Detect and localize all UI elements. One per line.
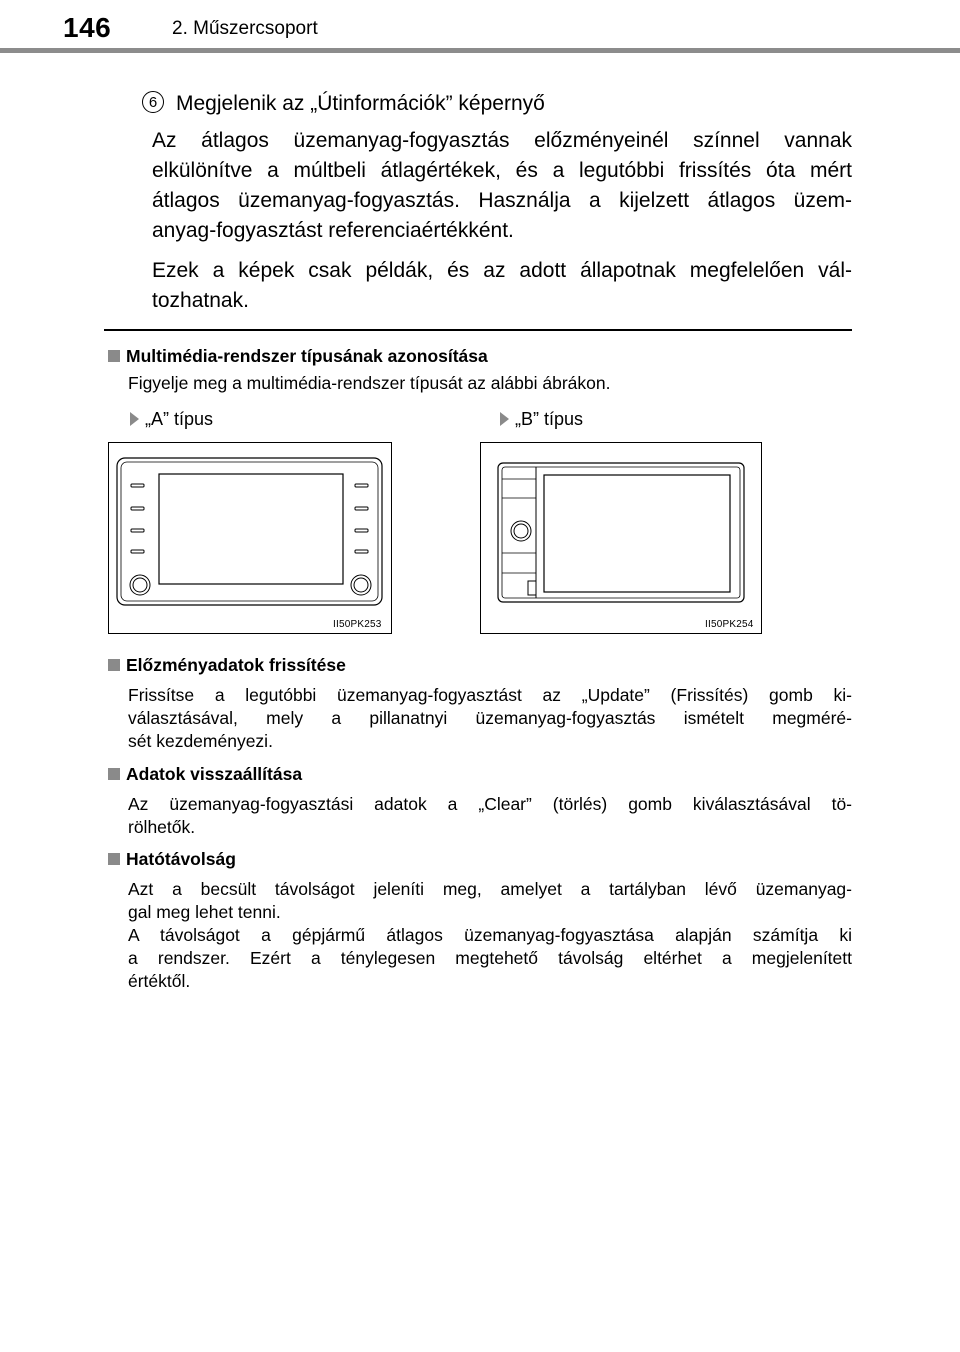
update-line-3: sét kezdeményezi. — [128, 731, 273, 751]
section-heading-range — [108, 848, 236, 870]
step-p1-line-4: anyag-fogyasztást referenciaértékként. — [152, 219, 514, 242]
section-heading-text: Multimédia-rendszer típusának azonosítása — [126, 346, 488, 366]
chapter-title: 2. Műszercsoport — [172, 18, 318, 39]
figure-b-code: II50PK254 — [705, 619, 754, 630]
range-line-3: A távolságot a gépjármű átlagos üzemanyag-fogyasztása alapján számítja ki — [128, 925, 852, 945]
update-line-1: Frissítse a legutóbbi üzemanyag-fogyasztást az „Update” (Frissítés) gomb ki- — [128, 685, 852, 705]
page-number: 146 — [63, 12, 112, 43]
figure-type-a — [108, 442, 392, 634]
step-p2-line-2: tozhatnak. — [152, 289, 249, 312]
figure-a-code: II50PK253 — [333, 619, 382, 630]
header-rule — [0, 48, 960, 53]
update-line-2: választásával, mely a pillanatnyi üzemanyag-fogyasztás ismételt megméré- — [128, 708, 852, 728]
type-a-label — [130, 408, 213, 430]
range-line-1: Azt a becsült távolságot jeleníti meg, amelyet a tartályban lévő üzemanyag- — [128, 879, 852, 899]
figure-type-b — [480, 442, 762, 634]
section-heading-update — [108, 654, 346, 676]
square-bullet-icon — [108, 853, 120, 865]
square-bullet-icon — [108, 768, 120, 780]
step-p1-line-3: átlagos üzemanyag-fogyasztás. Használja a kijelzett átlagos üzem- — [152, 189, 852, 212]
reset-line-1: Az üzemanyag-fogyasztási adatok a „Clear” (törlés) gomb kiválasztásával tö- — [128, 794, 852, 814]
type-a-label-text: „A” típus — [145, 409, 214, 429]
range-line-5: értéktől. — [128, 971, 191, 991]
multimedia-unit-b-illustration — [481, 443, 760, 611]
section-heading-text: Hatótávolság — [126, 849, 236, 869]
square-bullet-icon — [108, 659, 120, 671]
range-line-4: a rendszer. Ezért a ténylegesen megtehető távolság eltérhet a megjelenített — [128, 948, 852, 968]
triangle-bullet-icon — [130, 412, 139, 426]
step-title: Megjelenik az „Útinformációk” képernyő — [176, 92, 545, 115]
section-body-multimedia: Figyelje meg a multimédia-rendszer típusát az alábbi ábrákon. — [128, 373, 611, 393]
type-b-label-text: „B” típus — [515, 409, 584, 429]
type-b-label — [500, 408, 583, 430]
range-line-2: gal meg lehet tenni. — [128, 902, 281, 922]
reset-line-2: rölhetők. — [128, 817, 196, 837]
section-heading-text: Előzményadatok frissítése — [126, 655, 346, 675]
section-divider — [104, 329, 852, 331]
step-number-badge: 6 — [142, 91, 164, 113]
multimedia-unit-a-illustration — [109, 443, 390, 611]
section-heading-multimedia — [108, 345, 488, 367]
step-p1-line-2: elkülönítve a múltbeli átlagértékek, és a legutóbbi frissítés óta mért — [152, 159, 852, 182]
step-p1-line-1: Az átlagos üzemanyag-fogyasztás előzményeinél színnel vannak — [152, 129, 852, 152]
step-p2-line-1: Ezek a képek csak példák, és az adott állapotnak megfelelően vál- — [152, 259, 852, 282]
triangle-bullet-icon — [500, 412, 509, 426]
section-heading-text: Adatok visszaállítása — [126, 764, 303, 784]
section-heading-reset — [108, 763, 302, 785]
square-bullet-icon — [108, 350, 120, 362]
